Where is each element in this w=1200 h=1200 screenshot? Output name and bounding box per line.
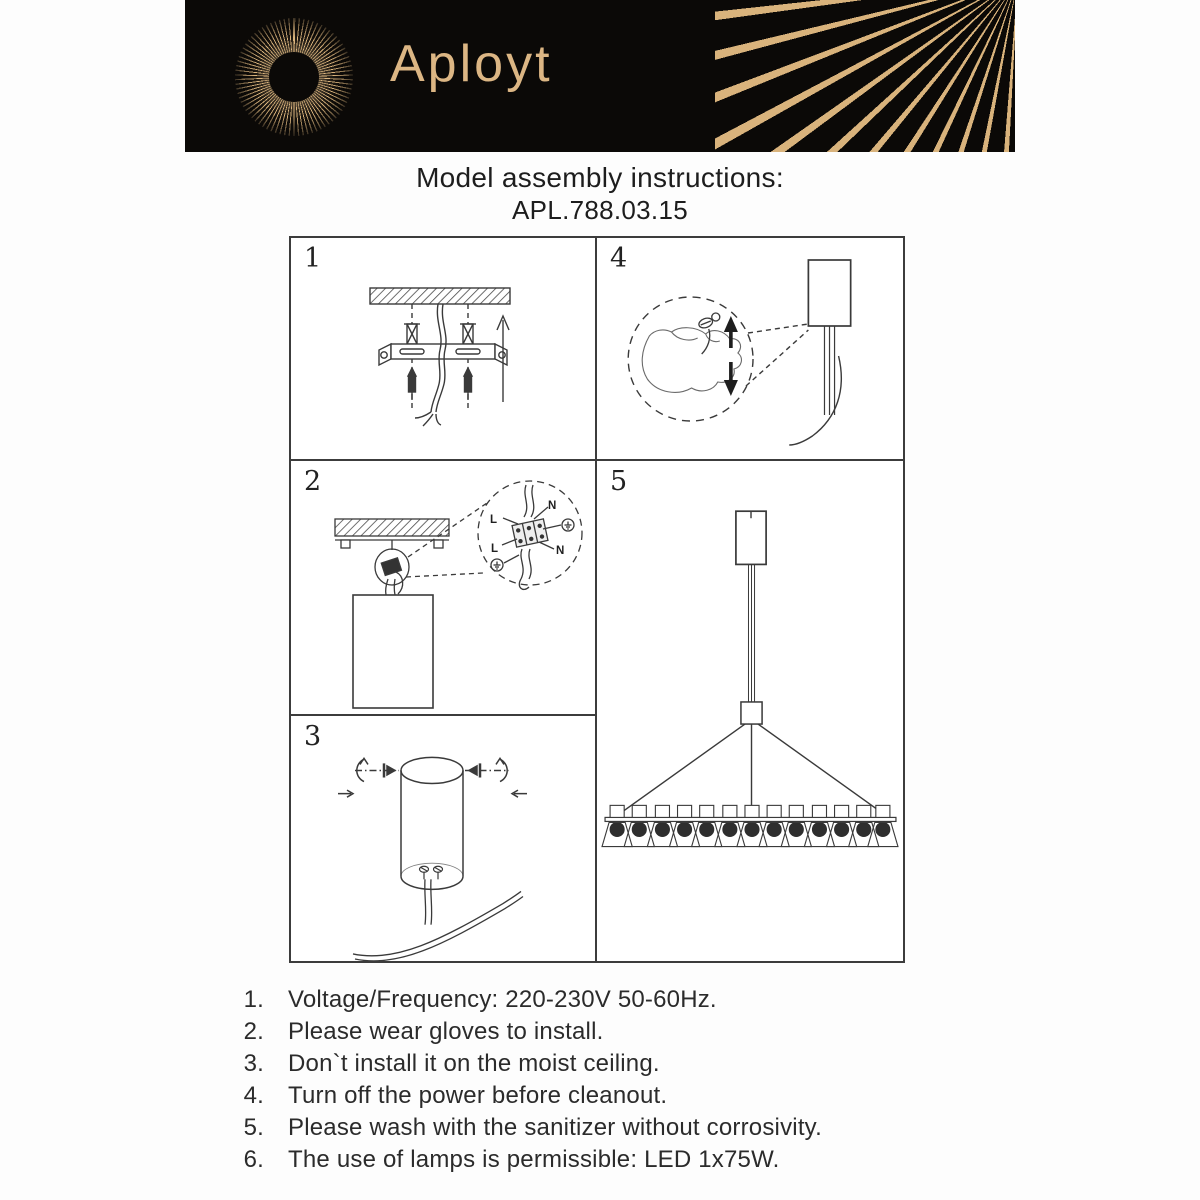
instruction-item: [218, 1048, 822, 1080]
instruction-item: [218, 1080, 822, 1112]
panel-number: 1: [304, 243, 322, 274]
lamp-icon: [827, 805, 857, 846]
instruction-number: 5.: [243, 1114, 264, 1141]
instruction-item: [218, 1112, 822, 1144]
panel-4: [597, 238, 903, 461]
lamp-icon: [781, 805, 811, 846]
panel-number: 5: [610, 466, 628, 497]
wire-label-n-top: N: [548, 500, 557, 512]
lamp-icon: [804, 805, 834, 846]
anchor-plug-icon: [460, 324, 476, 344]
down-arrow-icon: [724, 362, 738, 396]
instruction-number: 2.: [243, 1018, 264, 1045]
starburst-logo-icon: [235, 18, 353, 136]
panel-3: [291, 716, 597, 961]
panel-1-drawing: [291, 238, 595, 459]
title-block: [0, 162, 1200, 226]
wire-label-l-mid: L: [491, 543, 499, 555]
panel-5-drawing: [597, 461, 903, 961]
panel-1: [291, 238, 597, 461]
lamp-icon: [647, 805, 677, 846]
instruction-number: 4.: [243, 1082, 264, 1109]
instruction-text: Please wear gloves to install.: [288, 1018, 604, 1045]
canopy-box: [808, 260, 850, 326]
mounting-bracket: [379, 344, 507, 365]
ceiling: [370, 288, 510, 304]
instruction-text: The use of lamps is permissible: LED 1x75W.: [288, 1146, 780, 1173]
instruction-number: 6.: [243, 1146, 264, 1173]
lamp-icon: [692, 805, 722, 846]
suspension-rod: [748, 564, 754, 702]
lamp-icon: [737, 805, 767, 846]
detail-callout: [628, 297, 753, 421]
instruction-number: 1.: [243, 986, 264, 1013]
panel-4-drawing: [597, 238, 903, 459]
instruction-item: [218, 984, 822, 1016]
hanging-wire: [789, 356, 841, 445]
instruction-text: Voltage/Frequency: 220-230V 50-60Hz.: [288, 986, 717, 1013]
panel-number: 4: [610, 243, 628, 274]
canopy-box: [736, 511, 766, 564]
canopy-cylinder: [401, 757, 463, 889]
push-arrow-icon: [512, 790, 527, 797]
screw-icon: [408, 368, 416, 400]
panel-2-drawing: [291, 461, 595, 714]
wire-label-l-top: L: [490, 514, 498, 526]
suspension-rods: [824, 326, 834, 415]
instructions-title: Model assembly instructions:: [416, 162, 784, 193]
lamp-icon: [624, 805, 654, 846]
instruction-text: Turn off the power before cleanout.: [288, 1082, 668, 1109]
instruction-text: Please wash with the sanitizer without corrosivity.: [288, 1114, 822, 1141]
panel-5: [597, 461, 903, 961]
lamp-icon: [715, 805, 745, 846]
wire-label-n-mid: N: [556, 545, 565, 557]
panel-3-drawing: [291, 716, 595, 961]
panel-2: [291, 461, 597, 716]
instruction-text: Don`t install it on the moist ceiling.: [288, 1050, 660, 1077]
instructions-list: [218, 984, 822, 1176]
brand-wordmark: Aployt: [390, 35, 553, 93]
lamp-row: [602, 805, 898, 846]
instruction-panels-grid: [289, 236, 905, 963]
connector-box: [741, 702, 762, 724]
lamp-icon: [759, 805, 789, 846]
push-arrow-icon: [338, 790, 353, 797]
screw-icon: [464, 368, 472, 400]
instruction-item: [218, 1144, 822, 1176]
screw-icon: [469, 758, 507, 781]
cord-lock-icon: [698, 313, 720, 354]
up-arrow-icon: [724, 316, 738, 348]
outgoing-wires: [353, 879, 523, 961]
decorative-rays-icon: [715, 0, 1015, 152]
anchor-plug-icon: [404, 324, 420, 344]
lamp-icon: [602, 805, 632, 846]
lamp-bar: [605, 817, 896, 821]
model-number: APL.788.03.15: [512, 195, 688, 225]
brand-banner: [185, 0, 1015, 152]
instruction-item: [218, 1016, 822, 1048]
bottom-screws: [420, 866, 443, 879]
panel-number: 3: [304, 721, 322, 752]
supply-wire: [415, 304, 446, 426]
canopy-box: [353, 595, 433, 708]
panel-number: 2: [304, 466, 322, 497]
ceiling: [335, 519, 449, 536]
instruction-number: 3.: [243, 1050, 264, 1077]
lamp-icon: [669, 805, 699, 846]
